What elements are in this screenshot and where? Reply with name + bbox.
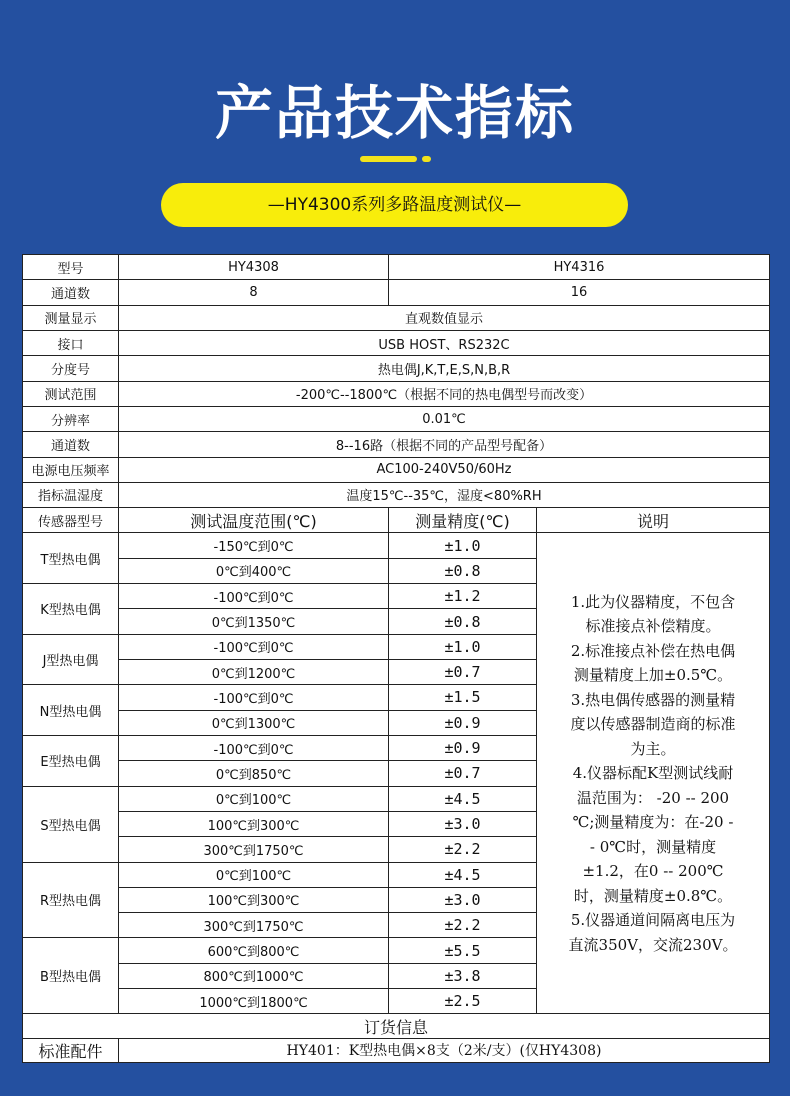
model-label: 型号 (23, 255, 119, 280)
row-type (23, 356, 770, 381)
temp-range: 0℃到1350℃ (119, 609, 389, 634)
accuracy-value: ±2.5 (389, 989, 537, 1014)
row-range (23, 381, 770, 406)
row-channels (23, 280, 770, 305)
row-accuracy-header (23, 508, 770, 533)
accuracy-value: ±1.0 (389, 533, 537, 558)
temp-range: 600℃到800℃ (119, 938, 389, 963)
channels-a: 8 (119, 280, 389, 305)
resolution-label: 分辨率 (23, 406, 119, 431)
temp-range: 100℃到300℃ (119, 887, 389, 912)
subtitle-banner: —HY4300系列多路温度测试仪— (161, 183, 628, 227)
row-resolution (23, 406, 770, 431)
accuracy-value: ±0.9 (389, 735, 537, 760)
resolution-value: 0.01℃ (119, 406, 770, 431)
channels-b: 16 (389, 280, 770, 305)
sensor-type: S型热电偶 (23, 786, 119, 862)
col-accuracy: 测量精度(℃) (389, 508, 537, 533)
temp-range: -100℃到0℃ (119, 685, 389, 710)
accuracy-value: ±2.2 (389, 913, 537, 938)
note-line: ±1.2，在0 -- 200℃ (582, 862, 724, 881)
note-line: ℃;测量精度为：在-20 - (572, 813, 734, 832)
env-label: 指标温湿度 (23, 482, 119, 507)
temp-range: 0℃到100℃ (119, 786, 389, 811)
accessory-label: 标准配件 (23, 1038, 119, 1062)
temp-range: -100℃到0℃ (119, 735, 389, 760)
channels2-value: 8--16路（根据不同的产品型号配备） (119, 432, 770, 457)
model-b: HY4316 (389, 255, 770, 280)
page-title: 产品技术指标 (214, 79, 575, 147)
accuracy-value: ±0.7 (389, 761, 537, 786)
accuracy-value: ±5.5 (389, 938, 537, 963)
note-line: 5.仪器通道间隔离电压为 (570, 911, 736, 930)
temp-range: 300℃到1750℃ (119, 837, 389, 862)
accuracy-value: ±0.9 (389, 710, 537, 735)
temp-range: 0℃到400℃ (119, 558, 389, 583)
accuracy-value: ±4.5 (389, 786, 537, 811)
order-title: 订货信息 (23, 1014, 770, 1038)
row-interface (23, 330, 770, 355)
power-label: 电源电压频率 (23, 457, 119, 482)
interface-value: USB HOST、RS232C (119, 330, 770, 355)
accuracy-value: ±0.8 (389, 558, 537, 583)
spec-sheet (22, 254, 769, 1063)
accuracy-row (23, 533, 770, 558)
temp-range: 0℃到850℃ (119, 761, 389, 786)
note-line: 时，测量精度±0.8℃。 (573, 886, 733, 905)
accuracy-value: ±0.7 (389, 660, 537, 685)
temp-range: 0℃到1200℃ (119, 660, 389, 685)
sensor-type: R型热电偶 (23, 862, 119, 938)
col-notes: 说明 (537, 508, 770, 533)
accessory-row (23, 1038, 770, 1062)
note-line: 为主。 (630, 739, 676, 758)
accuracy-value: ±4.5 (389, 862, 537, 887)
note-line: 直流350V，交流230V。 (568, 935, 738, 954)
accuracy-value: ±1.2 (389, 584, 537, 609)
model-a: HY4308 (119, 255, 389, 280)
note-line: 2.标准接点补偿在热电偶 (570, 641, 736, 660)
note-line: 温范围为： -20 -- 200 (576, 788, 730, 807)
row-model (23, 255, 770, 280)
accuracy-value: ±3.0 (389, 887, 537, 912)
accuracy-value: ±2.2 (389, 837, 537, 862)
range-label: 测试范围 (23, 381, 119, 406)
temp-range: 100℃到300℃ (119, 811, 389, 836)
accessory-value: HY401：K型热电偶×8支（2米/支）(仅HY4308) (119, 1038, 770, 1062)
note-line: 1.此为仪器精度，不包含 (570, 592, 736, 611)
channels-label: 通道数 (23, 280, 119, 305)
note-line: 标准接点补偿精度。 (585, 617, 721, 636)
accuracy-value: ±3.0 (389, 811, 537, 836)
type-label: 分度号 (23, 356, 119, 381)
power-value: AC100-240V50/60Hz (119, 457, 770, 482)
sensor-type: J型热电偶 (23, 634, 119, 685)
row-power (23, 457, 770, 482)
range-value: -200℃--1800℃（根据不同的热电偶型号而改变） (119, 381, 770, 406)
display-label: 测量显示 (23, 305, 119, 330)
sensor-type: N型热电偶 (23, 685, 119, 736)
accuracy-value: ±1.0 (389, 634, 537, 659)
order-title-row (23, 1014, 770, 1038)
row-display (23, 305, 770, 330)
temp-range: 300℃到1750℃ (119, 913, 389, 938)
accuracy-value: ±0.8 (389, 609, 537, 634)
accuracy-value: ±1.5 (389, 685, 537, 710)
temp-range: 800℃到1000℃ (119, 963, 389, 988)
temp-range: 1000℃到1800℃ (119, 989, 389, 1014)
title-underline-long (360, 156, 417, 162)
sensor-type: E型热电偶 (23, 735, 119, 786)
type-value: 热电偶J,K,T,E,S,N,B,R (119, 356, 770, 381)
temp-range: -100℃到0℃ (119, 584, 389, 609)
interface-label: 接口 (23, 330, 119, 355)
temp-range: -150℃到0℃ (119, 533, 389, 558)
sensor-type: T型热电偶 (23, 533, 119, 584)
note-line: 度以传感器制造商的标准 (570, 715, 736, 734)
note-line: 测量精度上加±0.5℃。 (573, 666, 733, 685)
note-line: - 0℃时，测量精度 (589, 837, 717, 856)
col-sensor: 传感器型号 (23, 508, 119, 533)
accuracy-value: ±3.8 (389, 963, 537, 988)
temp-range: 0℃到100℃ (119, 862, 389, 887)
display-value: 直观数值显示 (119, 305, 770, 330)
note-line: 4.仪器标配K型测试线耐 (572, 764, 734, 783)
sensor-type: K型热电偶 (23, 584, 119, 635)
temp-range: -100℃到0℃ (119, 634, 389, 659)
env-value: 温度15℃--35℃，湿度<80%RH (119, 482, 770, 507)
notes-cell (537, 533, 770, 1014)
title-underline-short (422, 156, 431, 162)
row-env (23, 482, 770, 507)
note-line: 3.热电偶传感器的测量精 (570, 690, 736, 709)
row-channels-2 (23, 432, 770, 457)
sensor-type: B型热电偶 (23, 938, 119, 1014)
channels2-label: 通道数 (23, 432, 119, 457)
col-range: 测试温度范围(℃) (119, 508, 389, 533)
spec-table (22, 254, 770, 1063)
temp-range: 0℃到1300℃ (119, 710, 389, 735)
